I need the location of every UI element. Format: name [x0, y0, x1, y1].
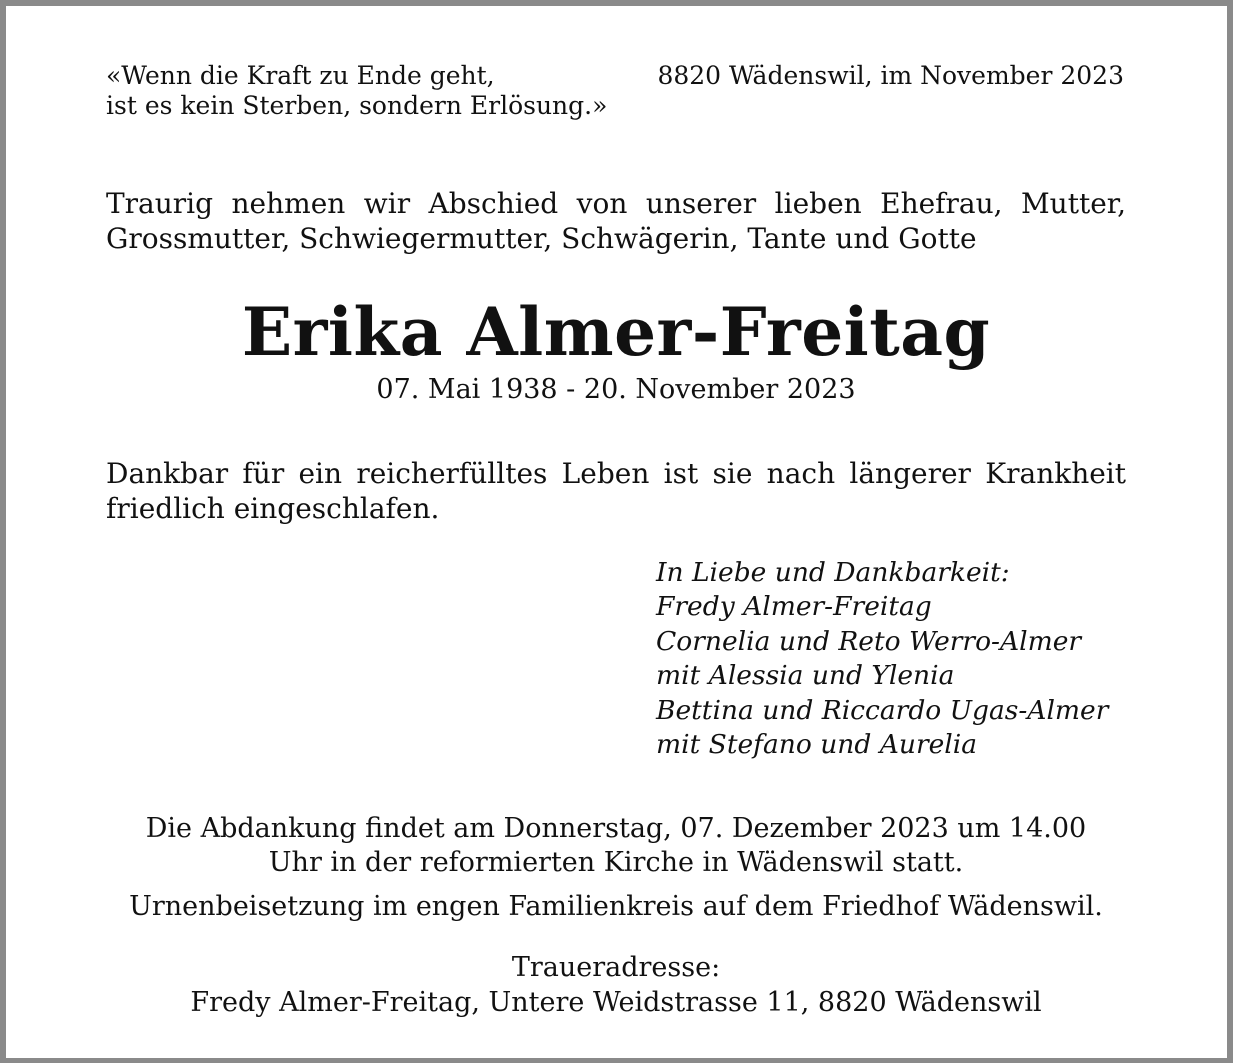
urn-burial-info: Urnenbeisetzung im engen Familienkreis auf dem Friedhof Wädenswil.	[129, 891, 1103, 922]
family-heading: In Liebe und Dankbarkeit:	[656, 557, 1010, 588]
deceased-name: Erika Almer-Freitag	[241, 293, 991, 371]
thanks-text: Dankbar für ein reicherfülltes Leben ist sie nach längerer Krankheit friedlich eingeschlafen.	[106, 457, 1126, 525]
service-line: Die Abdankung findet am Donnerstag, 07. Dezember 2023 um 14.00	[145, 813, 1087, 844]
family-member: Cornelia und Reto Werro-Almer	[656, 625, 1082, 657]
obituary-notice	[6, 6, 1227, 1058]
place-date: 8820 Wädenswil, im November 2023	[657, 61, 1124, 90]
intro-text: Traurig nehmen wir Abschied von unserer lieben Ehefrau, Mutter, Grossmutter, Schwiegermutter, Schwägerin, Tante und Gotte	[106, 187, 1126, 255]
quote-line: ist es kein Sterben, sondern Erlösung.»	[106, 91, 608, 120]
life-dates: 07. Mai 1938 - 20. November 2023	[376, 374, 856, 405]
family-member: mit Stefano und Aurelia	[656, 729, 978, 761]
family-member: mit Alessia und Ylenia	[656, 660, 955, 692]
family-signature	[656, 556, 1136, 762]
quote-line: «Wenn die Kraft zu Ende geht,	[106, 61, 495, 90]
mourning-address-label: Traueradresse:	[511, 952, 721, 983]
mourning-address: Fredy Almer-Freitag, Untere Weidstrasse 11, 8820 Wädenswil	[190, 987, 1042, 1018]
family-member: Fredy Almer-Freitag	[656, 591, 932, 623]
family-member: Bettina und Riccardo Ugas-Almer	[656, 694, 1109, 726]
funeral-service-info	[106, 812, 1126, 880]
service-line: Uhr in der reformierten Kirche in Wädenswil statt.	[268, 847, 964, 878]
